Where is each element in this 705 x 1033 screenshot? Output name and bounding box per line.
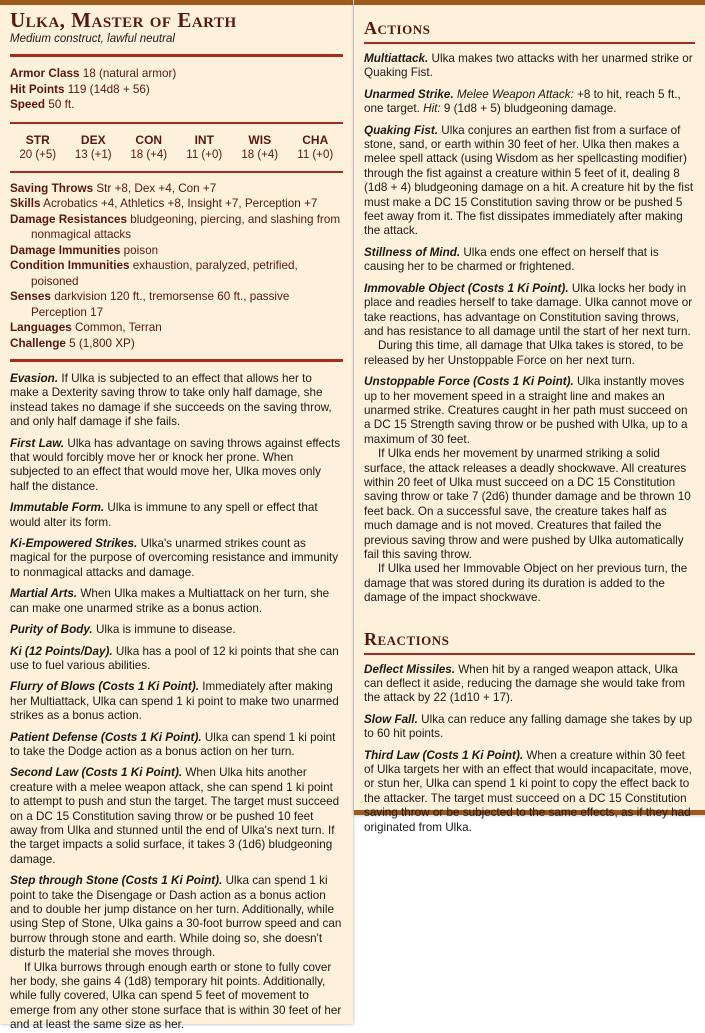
action-unarmed-strike: Unarmed Strike. Melee Weapon Attack: +8 to hit, reach 5 ft., one target. Hit: 9 (1d8 + 5) bludgeoning damage. <box>364 87 681 116</box>
armor-class-line: Armor Class 18 (natural armor) <box>10 67 177 80</box>
divider-rule <box>364 42 695 44</box>
divider-rule <box>364 653 695 655</box>
hit-points-line: Hit Points 119 (14d8 + 56) <box>10 82 150 96</box>
trait-second-law: Second Law (Costs 1 Ki Point). When Ulka hits another creature with a melee weapon attack, she can spend 1 ki point to attempt to push and stun the target. The target must succeed on a DC 15 Constitution saving throw or be pushed 10 feet away from Ulka and stunned until the end of Ulka's next turn. If the target impacts a solid surface, it takes 3 (1d6) bludgeoning damage. <box>10 766 340 866</box>
action-unstoppable-force-extra2: If Ulka used her Immovable Object on her previous turn, the damage that was stored during its duration is added to the damage of the impact shockwave. <box>364 562 688 605</box>
action-immovable-object-extra: During this time, all damage that Ulka takes is stored, to be released by her Unstoppable Force on her next turn. <box>364 339 684 367</box>
trait-step-through-stone: Step through Stone (Costs 1 Ki Point). Ulka can spend 1 ki point to take the Disengage or Dash action as a bonus action and to double her jump distance on her turn. Additionally, while using Step of Stone, Ulka gains a 30-foot burrow speed and can burrow through stone and earth. While doing so, she doesn't disturb the material she moves through. <box>10 874 342 960</box>
ability-str: STR 20 (+5) <box>19 132 57 161</box>
traits-section <box>10 372 343 1033</box>
ability-wis: WIS 18 (+4) <box>241 132 279 161</box>
core-stats <box>10 66 343 113</box>
reactions-heading: Reactions <box>364 628 450 649</box>
languages-line: Languages Common, Terran <box>10 321 162 334</box>
trait-step-through-stone-extra: If Ulka burrows through enough earth or stone to fully cover her body, she gains 4 (1d8) temporary hit points. Additionally, while fully covered, Ulka can spend 5 feet of movement to emerge from any other stone surface that is within 30 feet of her and at least the same size as her. <box>10 960 342 1032</box>
secondary-stats <box>10 181 343 352</box>
trait-evasion: Evasion. If Ulka is subjected to an effect that allows her to make a Dexterity saving throw to take only half damage, she instead takes no damage if she succeeds on the saving throw, and only half damage if she fails. <box>10 372 332 429</box>
statblock-right-column <box>354 0 705 834</box>
trait-immutable-form: Immutable Form. Ulka is immune to any spell or effect that would alter its form. <box>10 501 318 529</box>
trait-martial-arts: Martial Arts. When Ulka makes a Multiattack on her turn, she can make one unarmed strike as a bonus action. <box>10 587 330 615</box>
actions-heading: Actions <box>364 18 431 38</box>
ability-dex: DEX 13 (+1) <box>74 132 112 161</box>
trait-patient-defense: Patient Defense (Costs 1 Ki Point). Ulka can spend 1 ki point to take the Dodge action as a bonus action on her turn. <box>10 730 336 758</box>
trait-ki-empowered-strikes: Ki-Empowered Strikes. Ulka's unarmed strikes count as magical for the purpose of overcoming resistance and immunity to nonmagical attacks and damage. <box>10 537 339 579</box>
action-unstoppable-force: Unstoppable Force (Costs 1 Ki Point). Ulka instantly moves up to her movement speed in a straight line and makes an unarmed strike. Creatures caught in her path must succeed on a DC 15 Strength saving throw or be pushed with Ulka, up to a maximum of 30 feet. <box>364 375 688 446</box>
trait-ki: Ki (12 Points/Day). Ulka has a pool of 12 ki points that she can use to fuel various abilities. <box>10 644 339 672</box>
reaction-slow-fall: Slow Fall. Ulka can reduce any falling damage she takes by up to 60 hit points. <box>364 712 693 741</box>
action-quaking-fist: Quaking Fist. Ulka conjures an earthen fist from a surface of stone, sand, or earth within 30 feet of her. Ulka then makes a melee spell attack (using Wisdom as her spellcasting modifier) through the fist against a creature within 5 feet of it, dealing 8 (1d8 + 4) bludgeoning damage on a hit. A creature hit by the fist must make a DC 15 Constitution saving throw or be pushed 5 feet away from it. The fist dissipates immediately after making the attack. <box>364 123 694 238</box>
trait-first-law: First Law. Ulka has advantage on saving throws against effects that would forcibly move her or knock her prone. When subjected to an effect that would move her, Ulka moves only half the distance. <box>10 436 341 493</box>
trait-flurry-of-blows: Flurry of Blows (Costs 1 Ki Point). Immediately after making her Multiattack, Ulka can spend 1 ki point to make two unarmed strikes as a bonus action. <box>10 680 339 723</box>
damage-resistances-line: Damage Resistances bludgeoning, piercing, and slashing from nonmagical attacks <box>10 212 341 241</box>
creature-type: Medium construct, lawful neutral <box>10 33 175 45</box>
ability-scores <box>10 133 343 163</box>
speed-line: Speed 50 ft. <box>10 98 75 111</box>
action-stillness-of-mind: Stillness of Mind. Ulka ends one effect on herself that is causing her to be charmed or frightened. <box>364 245 659 274</box>
damage-immunities-line: Damage Immunities poison <box>10 243 159 257</box>
skills-line: Skills Acrobatics +4, Athletics +8, Insight +7, Perception +7 <box>10 197 318 210</box>
ability-int: INT 11 (+0) <box>186 132 223 161</box>
action-immovable-object: Immovable Object (Costs 1 Ki Point). Ulka locks her body in place and readies herself to take damage. Ulka cannot move or take reactions, has advantage on Constitution saving throws, and has resistance to all damage until the start of her next turn. <box>364 281 693 338</box>
divider-rule <box>10 122 343 124</box>
action-multiattack: Multiattack. Ulka makes two attacks with her unarmed strike or Quaking Fist. <box>364 52 693 80</box>
reaction-deflect-missiles: Deflect Missiles. When hit by a ranged weapon attack, Ulka can deflect it aside, reducing the damage she would take from the attack by 22 (1d10 + 17). <box>364 662 685 705</box>
divider-rule <box>10 359 343 362</box>
challenge-line: Challenge 5 (1,800 XP) <box>10 336 135 350</box>
condition-immunities-line: Condition Immunities exhaustion, paralyzed, petrified, poisoned <box>10 259 298 288</box>
trait-purity-of-body: Purity of Body. Ulka is immune to disease. <box>10 623 236 637</box>
divider-rule <box>10 54 343 57</box>
senses-line: Senses darkvision 120 ft., tremorsense 60 ft., passive Perception 17 <box>10 290 290 319</box>
divider-rule <box>10 171 343 173</box>
ability-cha: CHA 11 (+0) <box>297 132 334 161</box>
reaction-third-law: Third Law (Costs 1 Ki Point). When a creature within 30 feet of Ulka targets her with an effect that would incapacitate, move, or stun her, Ulka can spend 1 ki point to copy the effect back to the attacker. The target must succeed on a DC 15 Constitution saving throw or be subjected to the same effects, as if they had originated from Ulka. <box>364 748 692 834</box>
saving-throws-line: Saving Throws Str +8, Dex +4, Con +7 <box>10 181 217 195</box>
creature-name: Ulka, Master of Earth <box>10 8 237 32</box>
action-unstoppable-force-extra: If Ulka ends her movement by unarmed striking a solid surface, the attack releases a deadly shockwave. All creatures within 20 feet of Ulka must succeed on a DC 15 Constitution saving throw or take 7 (2d6) thunder damage and be thrown 10 feet back. On a successful save, the creature takes half as much damage and is not moved. Creatures that failed the previous saving throw and were pushed by Ulka automatically fail this saving throw. <box>364 447 691 561</box>
ability-con: CON 18 (+4) <box>130 132 168 161</box>
